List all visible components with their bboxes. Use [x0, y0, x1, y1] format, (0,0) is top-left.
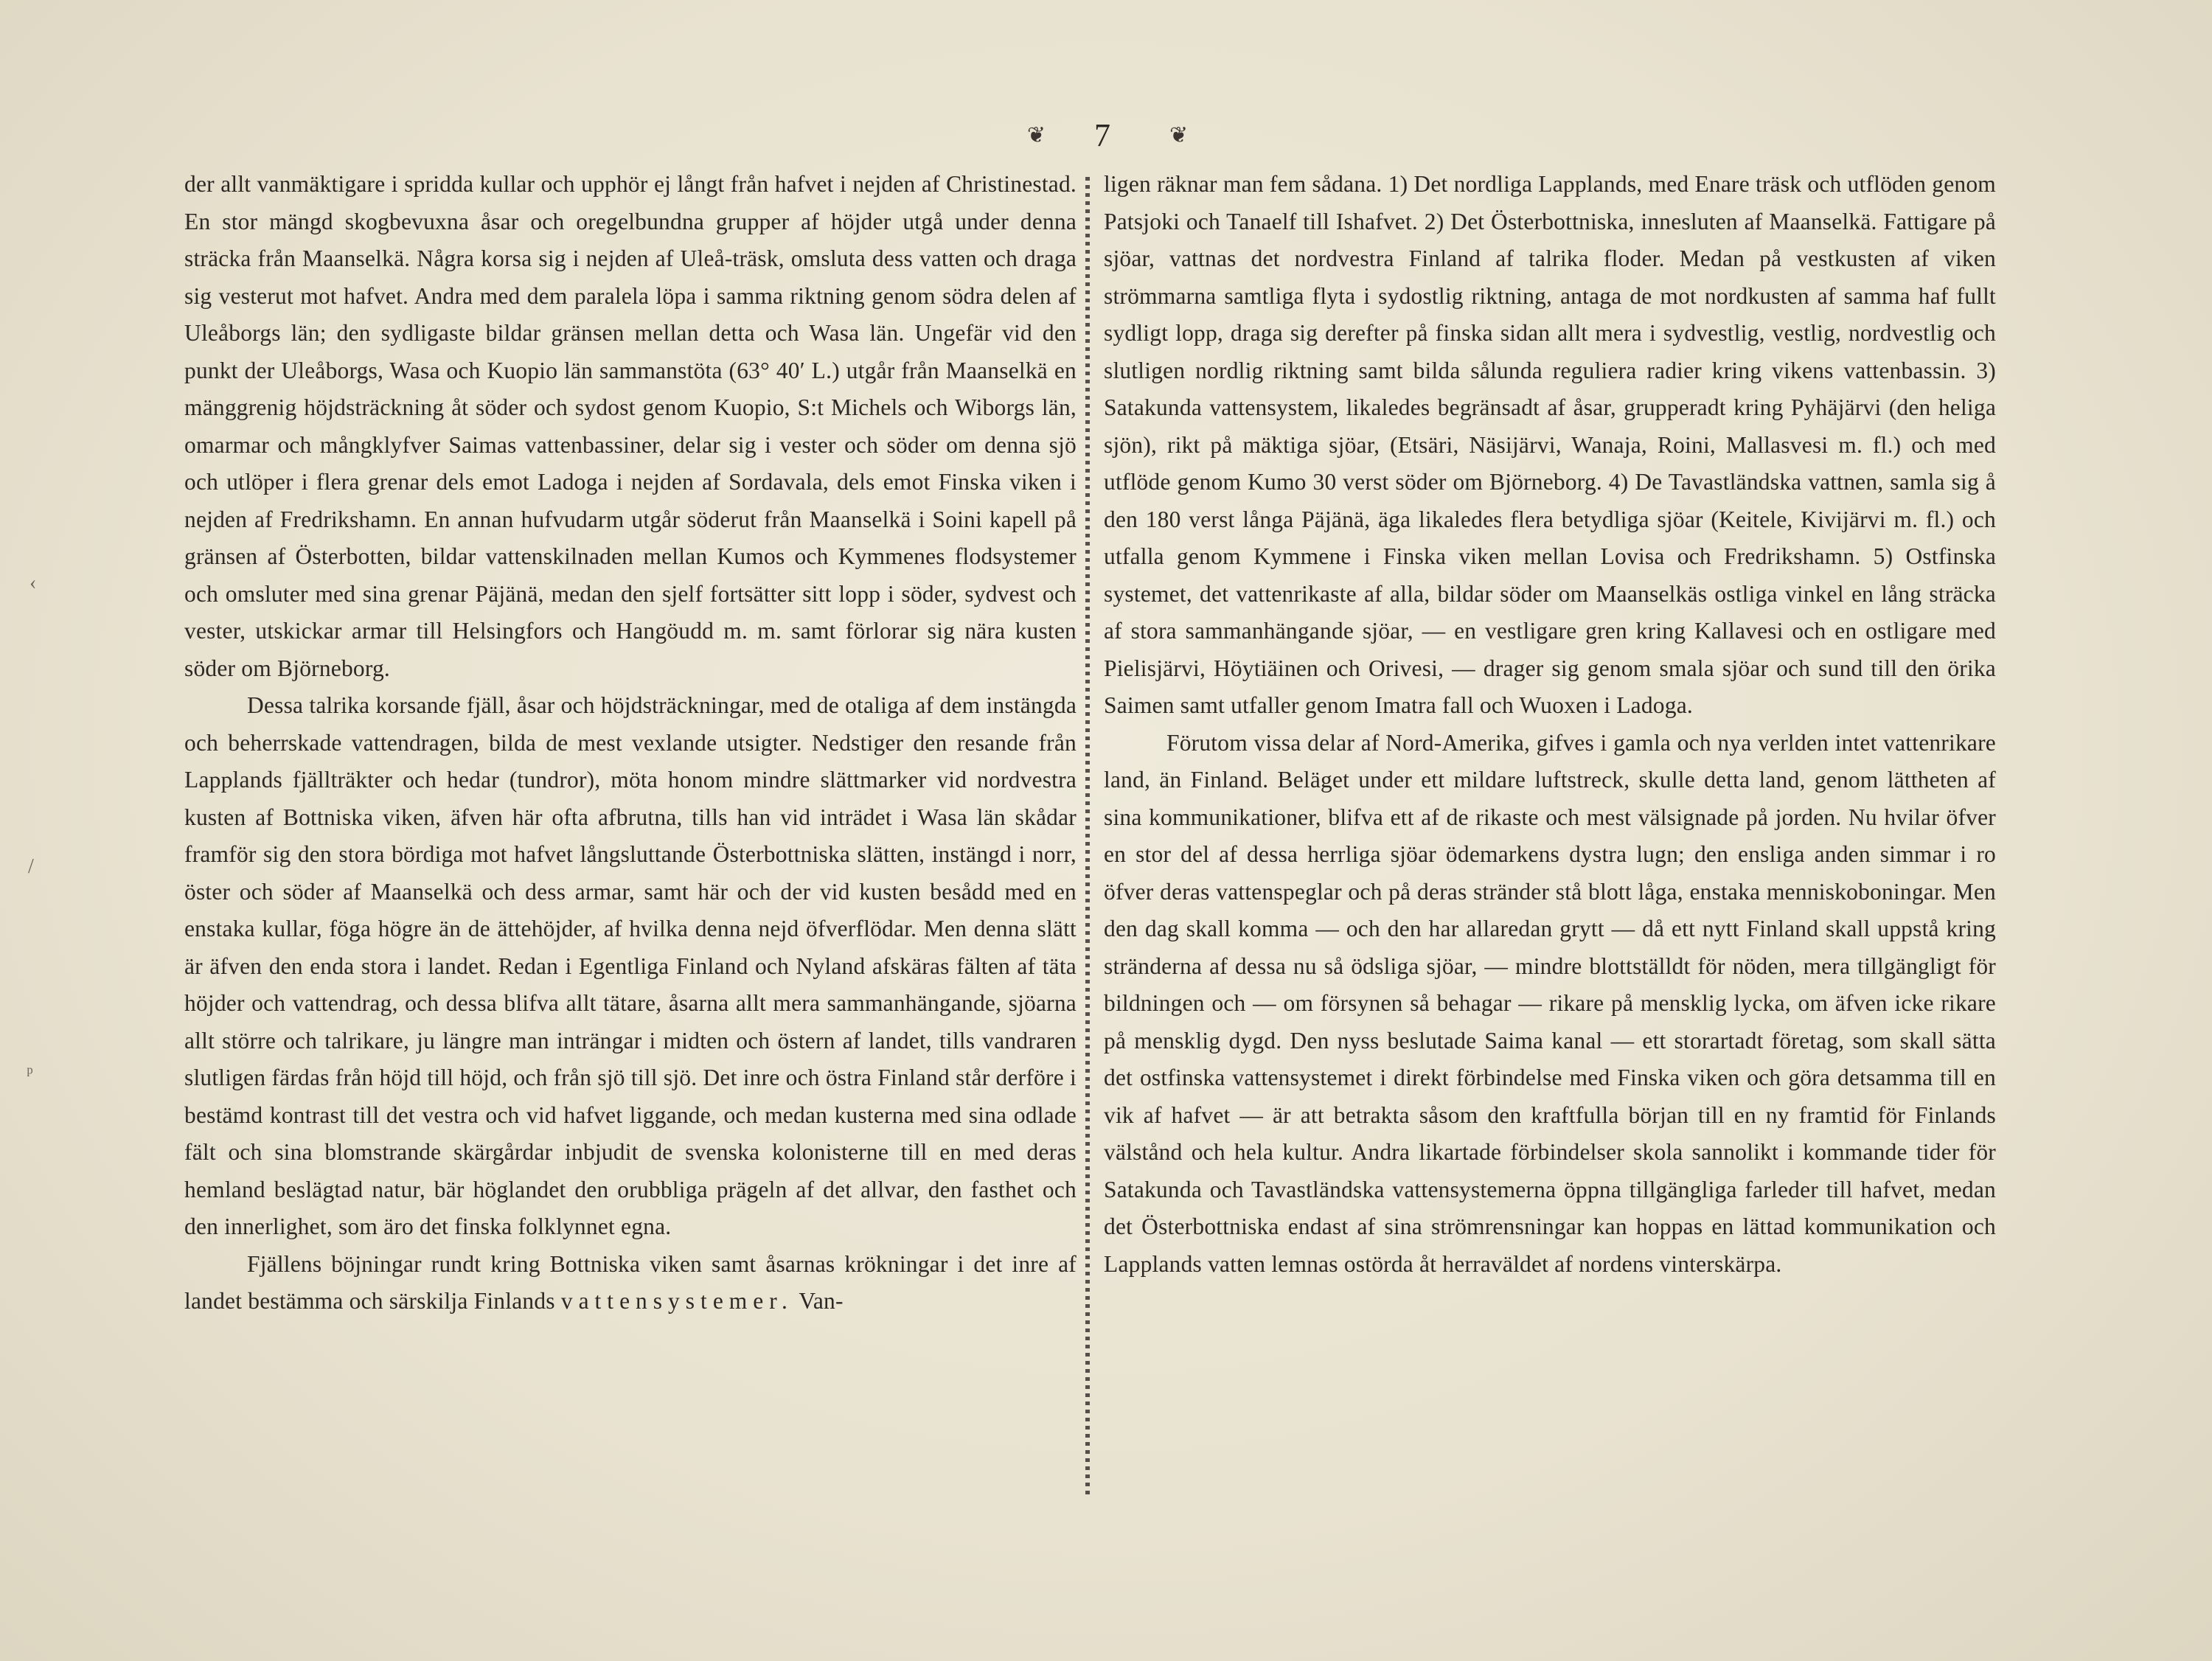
- ornament-right-icon: ❦: [1169, 122, 1186, 147]
- margin-mark: ᵖ: [27, 1062, 33, 1084]
- right-column: [1104, 166, 1996, 1283]
- right-paragraph-2: Förutom vissa delar af Nord-Amerika, gifves i gamla och nya verlden intet vattenrikare land, än Finland. Beläget under ett mildare luftstreck, skulle detta land, genom lättheten af sina kommunikationer, blifva ett af de rikaste och mest välsignade på jorden. Nu hvilar öfver en stor del af dessa herrliga sjöar ödemarkens dystra lugn; den ensliga anden simmar i ro öfver deras vattenspeglar och på deras stränder stå blott låga, enstaka menniskoboningar. Men den dag skall komma — och den har allaredan grytt — då ett nytt Finland skall uppstå kring stränderna af dessa nu så ödsliga sjöar, — mindre blottställdt för nöden, mera tillgängligt för bildningen och — om försynen så behagar — rikare på mensklig lycka, om äfven icke rikare på mensklig dygd. Den nyss beslutade Saima kanal — ett storartadt företag, som skall sätta det ostfinska vattensystemet i direkt förbindelse med Finska viken och göra detsamma till en vik af hafvet — är att betrakta såsom den kraftfulla början till en ny framtid för Finlands välstånd och hela kultur. Andra likartade förbindelser skola sannolikt i kommande tider för Satakunda och Tavastländska vattensystemerna öppna tillgängliga farleder till hafvet, medan det Österbottniska endast af sina strömrensningar kan hoppas en lättad kommunikation och Lapplands vatten lemnas ostörda åt herraväldet af nordens vinterskärpa.: [1104, 729, 1996, 1277]
- left-column: [184, 166, 1077, 1320]
- page-header: [959, 111, 1253, 155]
- left-paragraph-1: der allt vanmäktigare i spridda kullar och upphör ej långt från hafvet i nejden af Christinestad. En stor mängd skogbevuxna åsar och oregelbundna grupper af höjder utgå under denna sträcka från Maanselkä. Några korsa sig i nejden af Uleå-träsk, omsluta dess vatten och draga sig vesterut mot hafvet. Andra med dem paralela löpa i samma riktning genom södra delen af Uleåborgs län; den sydligaste bildar gränsen mellan detta och Wasa län. Ungefär vid den punkt der Uleåborgs, Wasa och Kuopio län sammanstöta (63° 40′ L.) utgår från Maanselkä en mänggrenig höjdsträckning åt söder och sydost genom Kuopio, S:t Michels och Wiborgs län, omarmar och mångklyfver Saimas vattenbassiner, delar sig i vester och söder om denna sjö och utlöper i flera grenar dels emot Ladoga i nejden af Sordavala, dels emot Finska viken i nejden af Fredrikshamn. En annan hufvudarm utgår söderut från Maanselkä i Soini kapell på gränsen af Österbotten, bildar vattenskilnaden mellan Kumos och Kymmenes flodsystemer och omsluter med sina grenar Päjänä, medan den sjelf fortsätter sitt lopp i söder, sydvest och vester, utskickar armar till Helsingfors och Hangöudd m. m. samt förlorar sig nära kusten söder om Björneborg.: [184, 171, 1077, 681]
- ornament-left-icon: ❦: [1026, 122, 1043, 147]
- margin-mark: /: [28, 855, 34, 878]
- left-paragraph-3-start: Fjällens böjningar rundt kring Bottniska viken samt åsarnas krökningar i det inre af landet bestämma och särskilja Finlands: [184, 1250, 1077, 1314]
- left-paragraph-3: [184, 1246, 1077, 1320]
- margin-mark: ‹: [29, 571, 37, 594]
- column-divider: [1085, 177, 1090, 1497]
- emphasized-term: vattensystemer.: [560, 1288, 793, 1314]
- page-number: 7: [1094, 116, 1110, 153]
- left-paragraph-2: Dessa talrika korsande fjäll, åsar och höjdsträckningar, med de otaliga af dem instängda och beherrskade vattendragen, bilda de mest vexlande utsigter. Nedstiger den resande från Lapplands fjällträkter och hedar (tundror), möta honom mindre slättmarker vid nordvestra kusten af Bottniska viken, äfven här ofta afbrutna, tills han vid inträdet i Wasa län skådar framför sig den stora bördiga mot hafvet långsluttande Österbottniska slätten, instängd i norr, öster och söder af Maanselkä och dess armar, samt här och der vid kusten besådd med en enstaka kullar, föga högre än de ättehöjder, af hvilka denna nejd öfverflödar. Men denna slätt är äfven den enda stora i landet. Redan i Egentliga Finland och Nyland afskäras fälten af täta höjder och vattendrag, och dessa blifva allt tätare, åsarna allt mera sammanhängande, sjöarna allt större och talrikare, ju längre man inträngar i midten och östern af landet, tills vandraren slutligen färdas från höjd till höjd, och från sjö till sjö. Det inre och östra Finland står derföre i bestämd kontrast till det vestra och vid hafvet liggande, och medan kusterna med sina odlade fält och sina blomstrande skärgårdar inbjudit de svenska kolonisterne till en med deras hemland beslägtad natur, bär höglandet den orubbliga prägeln af det allvar, den fasthet och den innerlighet, som äro det finska folklynnet egna.: [184, 692, 1077, 1239]
- right-paragraph-1: ligen räknar man fem sådana. 1) Det nordliga Lapplands, med Enare träsk och utflöden genom Patsjoki och Tanaelf till Ishafvet. 2) Det Österbottniska, innesluten af Maanselkä. Fattigare på sjöar, vattnas det nordvestra Finland af talrika floder. Medan på vestkusten af viken strömmarna samtliga flyta i sydostlig riktning, antaga de mot nordkusten af samma haf fullt sydligt lopp, draga sig derefter på finska sidan allt mera i sydvestlig, vestlig, nordvestlig och slutligen nordlig riktning samt bilda sålunda reguliera radier kring vikens vattenbassin. 3) Satakunda vattensystem, likaledes begränsadt af åsar, grupperadt kring Pyhäjärvi (den heliga sjön), rikt på mäktiga sjöar, (Etsäri, Näsijärvi, Wanaja, Roini, Mallasvesi m. fl.) och med utflöde genom Kumo 30 verst söder om Björneborg. 4) De Tavastländska vattnen, samla sig å den 180 verst långa Päjänä, äga likaledes flera betydliga sjöar (Keitele, Kivijärvi m. fl.) och utfalla genom Kymmene i Finska viken mellan Lovisa och Fredrikshamn. 5) Ostfinska systemet, det vattenrikaste af alla, bildar söder om Maanselkäs ostliga vinkel en lång sträcka af stora sammanhängande sjöar, — en vestligare gren kring Kallavesi och en ostligare med Pielisjärvi, Höytiäinen och Orivesi, — drager sig genom smala sjöar och sund till den örika Saimen samt utfaller genom Imatra fall och Wuoxen i Ladoga.: [1104, 171, 1996, 718]
- left-paragraph-3-end: Van-: [799, 1288, 844, 1314]
